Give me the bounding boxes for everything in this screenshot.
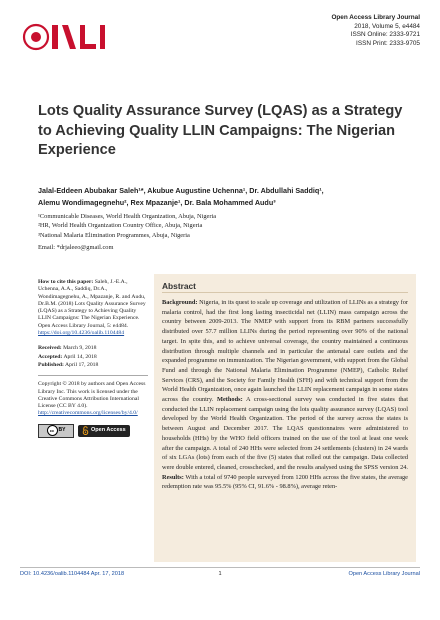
methods-text: A cross-sectional survey was conducted in five states that conducted the LLIN replacement campaign using the lots quality assurance survey (LQAS) tool developed by the World Health Organization. The period of the survey across the states is between August and December 2017. The LQAS questionnaires were administered to households (HHs) by the WHO field officers trained on the use of the tool at least one week after the campaign. A total of 240 HHs were selected from 24 settlements (clusters) in 24 wards of six LGAs (lots) from each of the five (5) states that rolled out the campaign. Data collected were double entered, cleaned, crosschecked, and the results analysed using the SPSS version 24. [162,396,408,471]
page-number: 1 [218,571,222,577]
received-date: Received: March 9, 2018 [38,345,97,352]
cc-by-badge[interactable] [38,424,74,438]
footer-doi: DOI: 10.4236/oalib.1104484 Apr. 17, 2018 [20,571,125,577]
copyright-text: Copyright © 2018 by authors and Open Access Library Inc. This work is licensed under the Creative Commons Attribution International License (CC BY 4.0). [38,381,146,410]
author-list [38,185,418,208]
open-access-badge[interactable] [78,425,130,437]
results-text: With a total of 9740 people surveyed from 1200 HHs across the five states, the average redemption rate was 95.5% (95% CI, 91.6% - 98.8%), average reten- [162,473,408,491]
issn-print: ISSN Print: 2333-9705 [356,39,420,47]
license-badges [38,424,148,438]
background-text: Nigeria, in its quest to scale up coverage and utilization of LLINs as a strategy for malaria control, had the first long lasting insecticidal net (LLIN) mass campaign across the country between 2009-2013. The NMEP with support from its RBM partners successfully distributed over 57.7 million LLINs during the period representing over 90% of the national target. In spite this, and to achieve universal coverage, the country maintained a continuous distribution through multiple channels and in particular the antenatal care outlets and the expanded programme on immunization. The Nigerian government, with support from the Global Fund and through the National Malaria Elimination Programme (NMEP), Catholic Relief Services (CRS), and the Society for Family Health (SFH) and with technical support from the World Health Organization, once again launched the LLIN replacement campaign in some states across the country. [162,299,408,404]
paper-title: Lots Quality Assurance Survey (LQAS) as a Strategy to Achieving Quality LLIN Campaigns: The Nigerian Experience [38,103,403,158]
footer-rule [20,567,420,568]
citation-block [38,279,148,337]
cc-by-label: BY [58,427,66,434]
background-label: Background: [162,299,198,306]
methods-label: Methods: [216,396,243,404]
citation-doi-link[interactable]: https://doi.org/10.4236/oalib.1104484 [38,330,125,337]
author-email[interactable]: Email: *drjaleeo@gmail.com [38,244,114,252]
issn-online: ISSN Online: 2333-9721 [350,31,420,39]
journal-info [331,14,420,48]
abstract-box [154,274,416,562]
creative-commons-icon: cc [47,425,58,436]
abstract-heading-rule [162,292,408,293]
authors-line-1: Jalal-Eddeen Abubakar Saleh¹*, Akubue Augustine Uchenna¹, Dr. Abdullahi Saddiq¹, [38,186,324,195]
affiliations [38,212,418,253]
journal-volume: 2018, Volume 5, e4484 [354,22,420,30]
authors-line-2: Alemu Wondimagegnehu², Rex Mpazanje¹, Dr. Bala Mohammed Audu³ [38,197,276,207]
affiliation-1: ¹Communicable Diseases, World Health Organization, Abuja, Nigeria [38,213,217,220]
citation-text: Saleh, J.-E.A., Uchenna, A.A., Saddiq, Dr.A., Wondimagegnehu, A., Mpazanje, R. and Audu, Dr.B.M. (2018) Lots Quality Assurance Survey (LQAS) as a Strategy to Achieving Quality LLIN Campaigns: The Nigerian Experience. Open Access Library Journal, 5: e4484. [38,279,146,329]
article-sidebar [38,279,148,438]
abstract-heading: Abstract [162,281,196,291]
license-link[interactable]: http://creativecommons.org/licenses/by/4.0/ [38,410,138,417]
journal-name: Open Access Library Journal [331,14,420,21]
affiliation-2: ²HR, World Health Organization Country Office, Abuja, Nigeria [38,222,203,230]
article-dates [38,345,148,369]
accepted-date: Accepted: April 14, 2018 [38,353,97,360]
oalib-logo [22,14,110,60]
published-date: Published: April 17, 2018 [38,361,99,368]
abstract-text [162,298,408,492]
affiliation-3: ³National Malaria Elimination Programmes, Abuja, Nigeria [38,231,190,239]
divider [38,375,148,376]
footer-journal: Open Access Library Journal [348,571,420,577]
results-label: Results: [162,473,184,481]
open-access-label: Open Access [91,427,126,434]
citation-label: How to cite this paper: [38,279,94,285]
open-lock-icon [82,426,89,435]
